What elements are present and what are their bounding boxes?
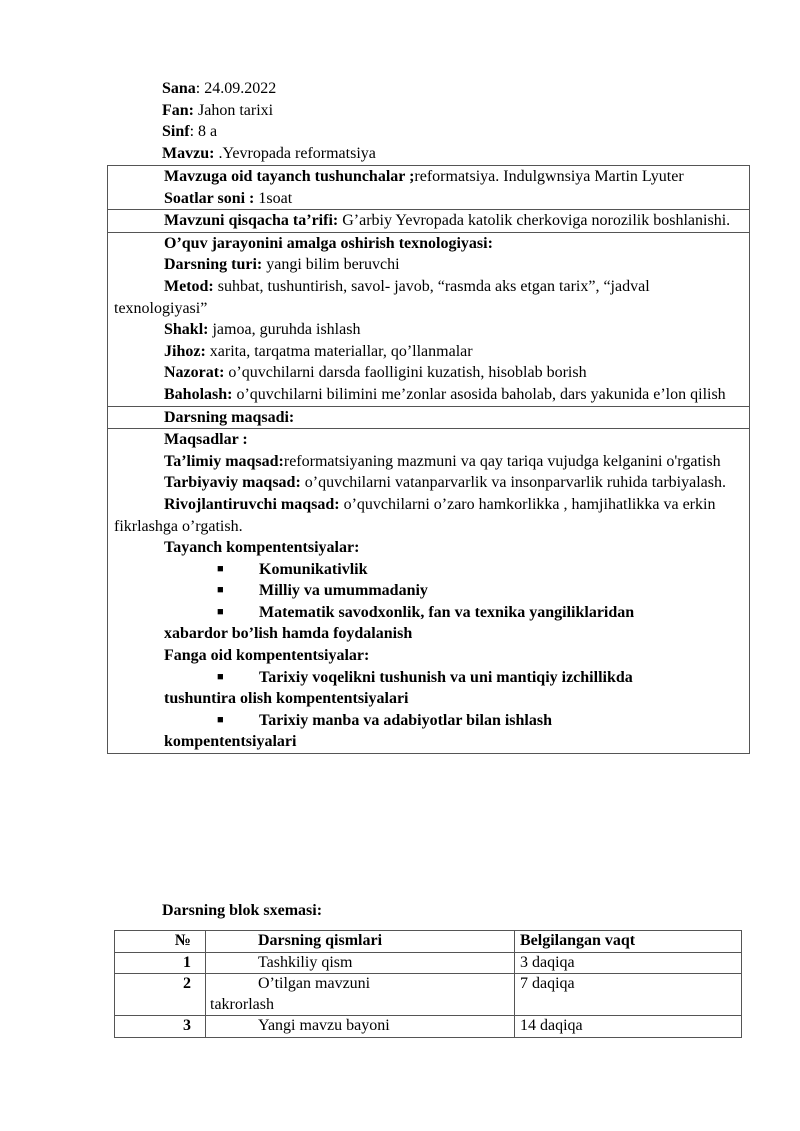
subject-competency-item: ■ Tarixiy manba va adabiyotlar bilan ishlash <box>114 710 746 732</box>
row-number: 3 <box>115 1016 206 1038</box>
bullet-icon: ■ <box>217 713 224 726</box>
lesson-info-table <box>107 165 750 754</box>
purpose-row <box>108 406 750 429</box>
header-time: Belgilangan vaqt <box>520 932 636 949</box>
subject-competency-item-continued: tushuntira olish kompententsiyalari <box>164 690 409 708</box>
row-time: 3 daqiqa <box>515 952 742 974</box>
row-time: 7 daqiqa <box>515 974 742 1016</box>
table-row <box>115 974 742 1016</box>
class-line <box>162 121 376 143</box>
row-part-continued: takrorlash <box>210 995 274 1013</box>
technology-title: O’quv jarayonini amalga oshirish texnologiyasi: <box>164 234 493 252</box>
subject-competency-item: ■ Tarixiy voqelikni tushunish va uni mantiqiy izchillikda <box>114 667 746 689</box>
table-header-row <box>115 931 742 953</box>
row-part: Yangi mavzu bayoni <box>258 1017 390 1034</box>
class-label: Sinf <box>162 123 190 141</box>
block-scheme-table <box>114 930 742 1038</box>
row-part: Tashkiliy qism <box>258 953 353 971</box>
bullet-icon: ■ <box>217 605 224 618</box>
subject-line <box>162 100 376 122</box>
date-value: : 24.09.2022 <box>195 80 277 97</box>
method-line: Metod: suhbat, tushuntirish, savol- javob, “rasmda aks etgan tarix”, “jadval texnologiyasi” <box>114 277 650 317</box>
assessment-line: Baholash: o’quvchilarni bilimini me’zonlar asosida baholab, dars yakunida e’lon qilish <box>164 385 726 403</box>
hours-line: Soatlar soni : 1soat <box>164 189 293 207</box>
technology-row <box>108 232 750 406</box>
form-line: Shakl: jamoa, guruhda ishlash <box>164 321 361 339</box>
table-row <box>115 952 742 974</box>
concepts-line: Mavzuga oid tayanch tushunchalar ;reformatsiya. Indulgwnsiya Martin Lyuter <box>164 168 684 185</box>
subject-value: Jahon tarixi <box>194 101 274 119</box>
lesson-header <box>162 78 376 164</box>
subject-competencies-title: Fanga oid kompententsiyalar: <box>164 647 370 665</box>
core-competency-item: ■ Milliy va umummadaniy <box>114 580 746 602</box>
core-competency-item: ■ Komunikativlik <box>114 559 746 581</box>
control-line: Nazorat: o’quvchilarni darsda faolligini kuzatish, hisoblab borish <box>164 364 587 382</box>
core-competency-item-continued: xabardor bo’lish hamda foydalanish <box>164 625 413 643</box>
equipment-line: Jihoz: xarita, tarqatma materiallar, qo’llanmalar <box>164 342 473 360</box>
description-line: Mavzuni qisqacha ta’rifi: G’arbiy Yevropada katolik cherkoviga norozilik boshlanishi. <box>164 212 731 230</box>
class-value: : 8 a <box>189 123 218 141</box>
developmental-goal-line: Rivojlantiruvchi maqsad: o’quvchilarni o’zaro hamkorlikka , hamjihatlikka va erkin fikrlashga o’rgatish. <box>114 495 716 535</box>
educational-goal-line: Ta’limiy maqsad:reformatsiyaning mazmuni va qay tariqa vujudga kelganini o'rgatish <box>164 452 721 470</box>
subject-competency-item-continued: kompententsiyalari <box>164 733 297 751</box>
purpose-title: Darsning maqsadi: <box>164 408 295 426</box>
bullet-icon: ■ <box>217 584 224 597</box>
description-row <box>108 210 750 233</box>
bullet-icon: ■ <box>217 670 224 683</box>
goals-title: Maqsadlar : <box>164 431 248 449</box>
upbringing-goal-line: Tarbiyaviy maqsad: o’quvchilarni vatanparvarlik va insonparvarlik ruhida tarbiyalash. <box>164 474 726 492</box>
row-number: 2 <box>115 974 206 1016</box>
lesson-type-line: Darsning turi: yangi bilim beruvchi <box>164 256 400 274</box>
block-scheme-title: Darsning blok sxemasi: <box>162 902 323 919</box>
header-number: № <box>115 931 206 953</box>
topic-line <box>162 143 376 165</box>
topic-value: .Yevropada reformatsiya <box>214 144 376 162</box>
concepts-row <box>108 166 750 210</box>
bullet-icon: ■ <box>217 562 224 575</box>
row-time: 14 daqiqa <box>515 1016 742 1038</box>
subject-label: Fan: <box>162 101 194 119</box>
topic-label: Mavzu: <box>162 144 215 162</box>
core-competencies-title: Tayanch kompententsiyalar: <box>164 539 360 557</box>
header-parts: Darsning qismlari <box>258 932 383 949</box>
goals-row <box>108 429 750 754</box>
core-competency-item: ■ Matematik savodxonlik, fan va texnika yangiliklaridan <box>114 602 746 624</box>
row-part: O’tilgan mavzuni <box>258 975 371 992</box>
date-label: Sana <box>162 80 196 97</box>
table-row <box>115 1016 742 1038</box>
date-line <box>162 78 376 100</box>
row-number: 1 <box>115 952 206 974</box>
